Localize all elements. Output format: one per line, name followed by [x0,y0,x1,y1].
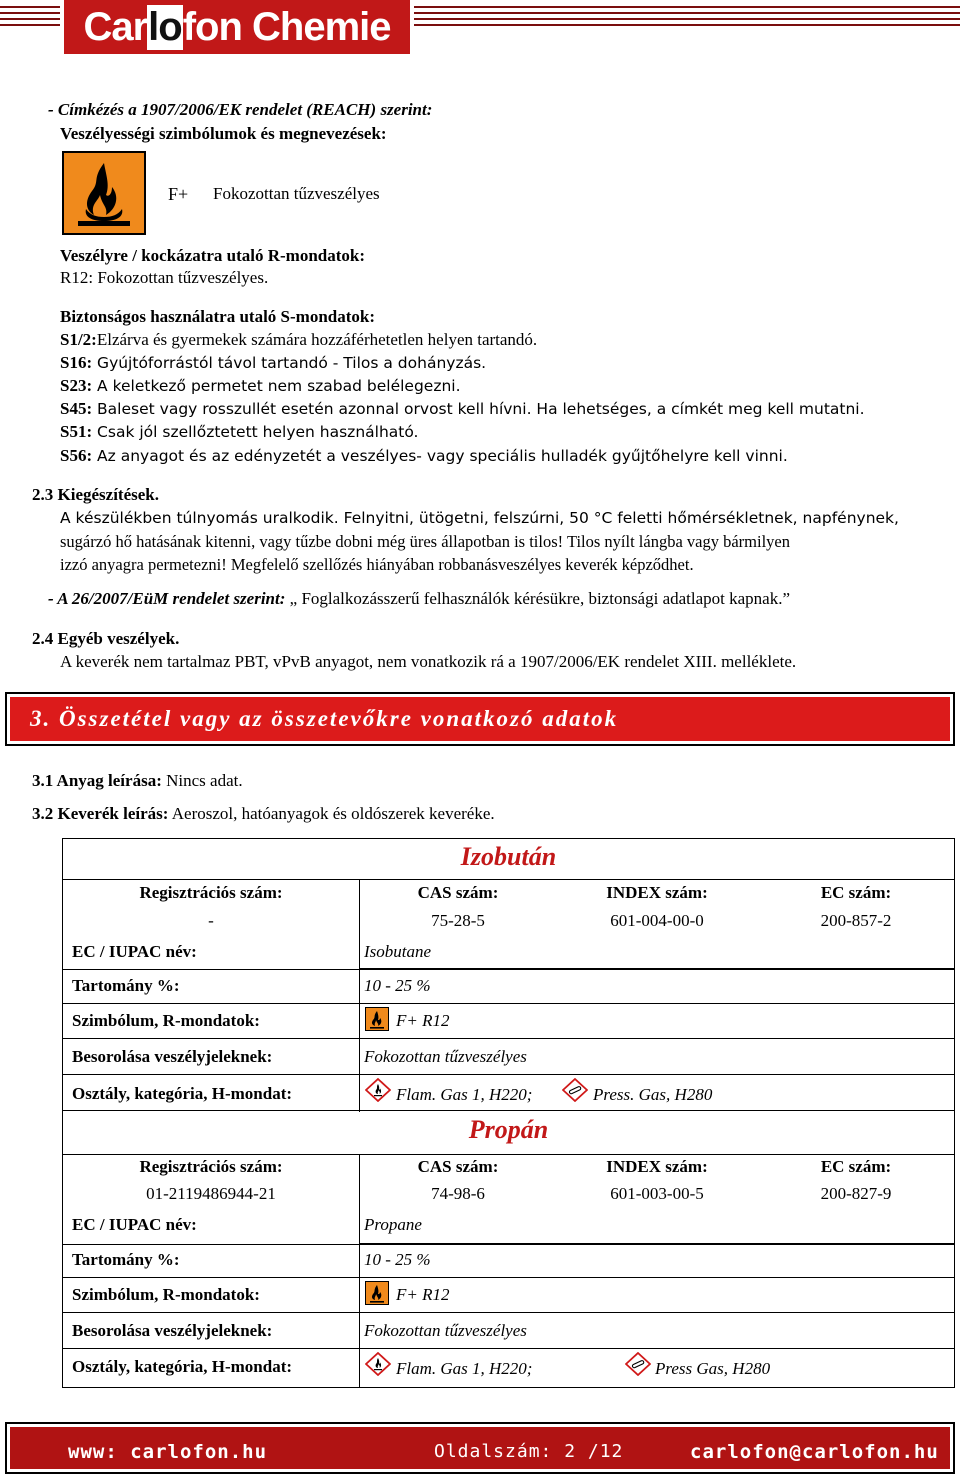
cas-number-label: CAS szám: [417,1157,499,1176]
iupac-label: EC / IUPAC név: [72,1215,197,1234]
iupac-value: Isobutane [364,942,432,961]
h-statement-label: Osztály, kategória, H-mondat: [72,1357,293,1376]
r-phrases-heading: Veszélyre / kockázatra utaló R-mondatok: [60,246,366,265]
footer-email-link[interactable]: carlofon@carlofon.hu [690,1441,939,1463]
flame-hazard-icon [365,1007,389,1031]
section-2-3-heading: 2.3 Kiegészítések. [32,485,159,504]
substance-name: Propán [468,1115,549,1144]
cas-number-label: CAS szám: [417,883,499,902]
reg-number-label: Regisztrációs szám: [139,883,283,902]
section-2-4-text: A keverék nem tartalmaz PBT, vPvB anyagot, nem vonatkozik rá a 1907/2006/EK rendelet XIII. melléklete. [60,652,797,671]
range-value: 10 - 25 % [364,976,431,995]
s-phrase-s1-2 [60,329,537,351]
h-statement-1: Flam. Gas 1, H220; [396,1085,533,1104]
gas-cylinder-ghs-icon [625,1352,651,1376]
footer-page-number: Oldalszám: 2 /12 [434,1441,624,1462]
section-2-3-line-1 [60,507,899,529]
brand-logo [64,0,410,54]
symbol-code: F+ [168,184,189,204]
s-phrase-code: S23: [60,376,93,395]
section-3-2 [32,803,495,825]
section-3-1-label: 3.1 Anyag leírása: [32,771,162,790]
index-number-label: INDEX szám: [606,1157,708,1176]
range-value: 10 - 25 % [364,1250,431,1269]
s-phrase-code: S16: [60,353,93,372]
gas-cylinder-ghs-icon [562,1078,588,1102]
iupac-label: EC / IUPAC név: [72,942,197,961]
s-phrase-text: Baleset vagy rosszullét esetén azonnal orvost kell hívni. Ha lehetséges, a címkét meg kell mutatni. [92,400,865,418]
footer-website-link[interactable]: www: carlofon.hu [68,1441,268,1463]
iupac-value: Propane [364,1215,422,1234]
h-statement-label: Osztály, kategória, H-mondat: [72,1084,293,1103]
s-phrase-text: Csak jól szellőztetett helyen használható. [92,423,419,441]
s-phrase-text: Az anyagot és az edényzetét a veszélyes- vagy speciális hulladék gyűjtőhelyre kell vinni. [92,447,788,465]
flame-hazard-icon [62,151,146,235]
s-phrase-code: S45: [60,399,93,418]
section-3-title: 3. Összetétel vagy az összetevőkre vonatkozó adatok [30,706,619,731]
section-3-2-text: Aeroszol, hatóanyagok és oldószerek keveréke. [168,804,495,823]
s-phrase-text: Elzárva és gyermekek számára hozzáférhetetlen helyen tartandó. [96,330,538,349]
classification-value: Fokozottan tűzveszélyes [364,1321,527,1340]
classification-label: Besorolása veszélyjeleknek: [72,1321,273,1340]
s-phrase-code: S1/2: [60,330,97,349]
section-2-3-line-3: izzó anyagra permetezni! Megfelelő szellőzés hiányában robbanásveszélyes keverék képződhet. [60,555,694,574]
r12-phrase [60,267,268,289]
s-phrase-text: Gyújtóforrástól távol tartandó - Tilos a dohányzás. [92,354,487,372]
flame-hazard-icon [365,1281,389,1305]
s-phrase-s45 [60,398,865,420]
range-label: Tartomány %: [72,976,180,995]
s-phrase-s51 [60,421,419,443]
reg-number-value: - [208,911,214,930]
s-phrase-s16 [60,352,486,374]
decree-label: - A 26/2007/EüM rendelet szerint: [48,589,286,608]
labelling-heading: - Címkézés a 1907/2006/EK rendelet (REACH) szerint: [48,100,433,119]
reg-number-value: 01-2119486944-21 [146,1184,276,1203]
section-2-3-line-2: sugárzó hő hatásának kitenni, vagy tűzbe dobni még üres állapotban is tilos! Tilos nyílt lángba vagy bármilyen [60,532,790,551]
symbol-label: Szimbólum, R-mondatok: [72,1011,260,1030]
symbol-value: F+ R12 [396,1285,450,1304]
s-phrase-text: A keletkező permetet nem szabad belélegezni. [92,377,461,395]
cas-number-value: 75-28-5 [431,911,485,930]
index-number-value: 601-003-00-5 [610,1184,704,1203]
index-number-label: INDEX szám: [606,883,708,902]
decree-line [48,588,790,610]
r12-text: Fokozottan tűzveszélyes. [93,268,269,287]
reg-number-label: Regisztrációs szám: [139,1157,283,1176]
decree-text: „ Foglalkozásszerű felhasználók kérésükre, biztonsági adatlapot kapnak.” [285,589,791,608]
s-phrase-s23 [60,375,461,397]
h-statement-2: Press Gas, H280 [655,1359,771,1378]
composition-table-propane [62,1111,955,1388]
h-statement-1: Flam. Gas 1, H220; [396,1359,533,1378]
logo-text-end: fon Chemie [182,4,391,49]
ec-number-value: 200-857-2 [820,911,892,930]
symbol-value: F+ R12 [396,1011,450,1030]
flame-ghs-icon [365,1352,391,1376]
r12-code: R12: [60,268,94,287]
ec-number-label: EC szám: [820,883,892,902]
index-number-value: 601-004-00-0 [610,911,704,930]
classification-label: Besorolása veszélyjeleknek: [72,1047,273,1066]
h-statement-2: Press. Gas, H280 [593,1085,713,1104]
page-footer [5,1422,955,1474]
s-phrase-code: S51: [60,422,93,441]
flame-ghs-icon [365,1078,391,1102]
section-2-4-heading: 2.4 Egyéb veszélyek. [32,629,180,648]
logo-text-start: Car [83,4,148,49]
logo-text-highlight: lo [148,4,182,49]
ec-number-label: EC szám: [820,1157,892,1176]
substance-name: Izobután [460,842,557,871]
s-phrase-code: S56: [60,446,93,465]
composition-table-isobutane [62,838,955,1111]
s-phrases-heading: Biztonságos használatra utaló S-mondatok: [60,307,376,326]
section-3-1 [32,770,243,792]
symbols-heading: Veszélyességi szimbólumok és megnevezések: [60,124,387,143]
classification-value: Fokozottan tűzveszélyes [364,1047,527,1066]
section-3-2-label: 3.2 Keverék leírás: [32,804,169,823]
section-3-banner [5,692,955,746]
range-label: Tartomány %: [72,1250,180,1269]
cas-number-value: 74-98-6 [431,1184,485,1203]
s-phrase-s56 [60,445,788,467]
section-2-3-text-a: A készülékben túlnyomás uralkodik. Felnyitni, ütögetni, felszúrni, 50 °C feletti hőmérsékletnek, napfénynek, [60,509,899,527]
symbol-description: Fokozottan tűzveszélyes [213,184,380,203]
symbol-label: Szimbólum, R-mondatok: [72,1285,260,1304]
ec-number-value: 200-827-9 [820,1184,892,1203]
section-3-1-text: Nincs adat. [161,771,243,790]
